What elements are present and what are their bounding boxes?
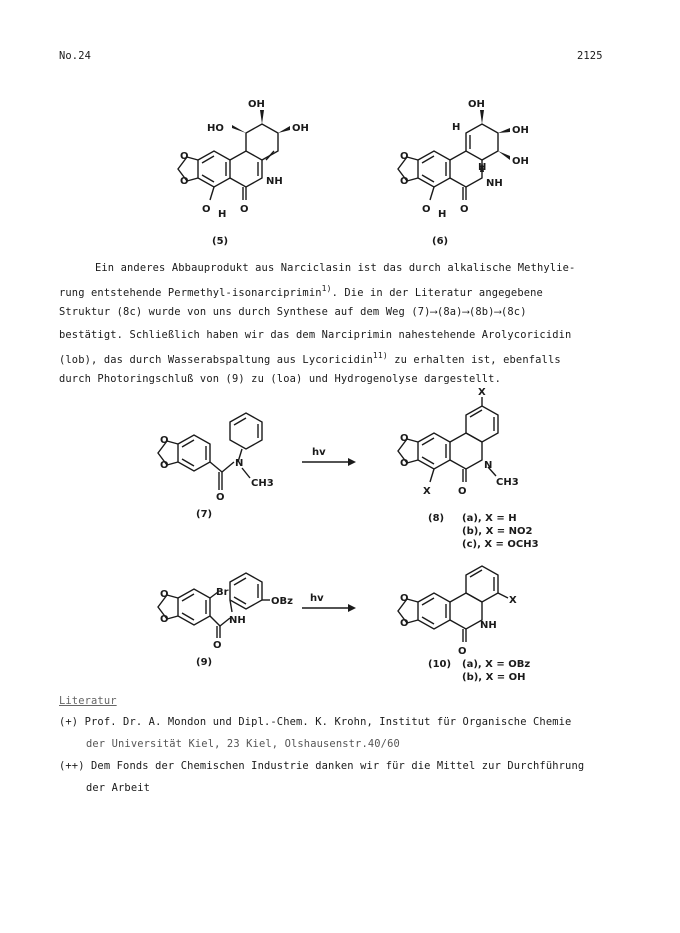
ring-top: [466, 566, 498, 602]
label-n: N: [484, 460, 493, 471]
paragraph-line-3: [59, 306, 527, 318]
compound-label-9: (9): [196, 657, 213, 668]
variant-10b: (b), X = OH: [462, 672, 526, 683]
paragraph-line-1: Ein anderes Abbauprodukt aus Narciclasin ist das durch alkalische Methylie-: [95, 262, 576, 274]
label-oh-right: OH: [512, 125, 529, 136]
structure-9: [130, 568, 300, 688]
ref-8a: (8a): [436, 306, 463, 318]
compound-label-6: (6): [432, 236, 449, 247]
label-o1: O: [160, 589, 169, 600]
label-o1: O: [400, 151, 409, 162]
label-x-low: X: [423, 486, 431, 497]
label-h-mid: H: [478, 162, 487, 173]
label-o1: O: [160, 435, 169, 446]
label-x-top: X: [478, 387, 486, 398]
ref-8b: (8b): [468, 306, 495, 318]
label-o1: O: [400, 433, 409, 444]
label-o1: O: [400, 593, 409, 604]
label-carbonyl-o: O: [458, 646, 467, 657]
label-ch3: CH3: [496, 477, 519, 488]
label-x: X: [509, 595, 517, 606]
footnote-2-line-1: (++) Dem Fonds der Chemischen Industrie danken wir für die Mittel zur Durchführung: [59, 760, 585, 772]
footnote-1-line-1: (+) Prof. Dr. A. Mondon und Dipl.-Chem. K. Krohn, Institut für Organische Chemie: [59, 716, 572, 728]
label-h-bridge: H: [438, 209, 447, 220]
label-phenol-o: O: [202, 204, 211, 215]
reaction-arrow-2: [300, 602, 360, 614]
label-nh: NH: [266, 176, 283, 187]
label-o1: O: [180, 151, 189, 162]
label-o2: O: [400, 176, 409, 187]
label-carbonyl-o: O: [213, 640, 222, 651]
paragraph-line-2: [59, 284, 543, 299]
label-o2: O: [400, 458, 409, 469]
arrow-1: ⟶: [430, 306, 437, 318]
reference-11: 11): [372, 351, 388, 360]
variant-10a: (a), X = OBz: [462, 659, 531, 670]
label-carbonyl-o: O: [460, 204, 469, 215]
literature-heading: Literatur: [59, 695, 117, 707]
label-nh: NH: [480, 620, 497, 631]
hv-label-1: hv: [312, 447, 326, 458]
label-carbonyl-o: O: [216, 492, 225, 503]
paragraph-line-6: durch Photoringschluß von (9) zu (loa) und Hydrogenolyse dargestellt.: [59, 373, 501, 385]
label-o2: O: [180, 176, 189, 187]
paragraph-line-4: bestätigt. Schließlich haben wir das dem Narciprimin nahestehende Arolycoricidin: [59, 329, 572, 341]
footnote-2-line-2: der Arbeit: [86, 782, 151, 794]
compound-label-10: (10): [428, 659, 452, 670]
label-phenol-o: O: [422, 204, 431, 215]
variant-8b: (b), X = NO2: [462, 526, 533, 537]
reaction-arrow-1: [300, 456, 360, 468]
page-number: 2125: [577, 50, 603, 62]
label-nh: NH: [486, 178, 503, 189]
label-ch3: CH3: [251, 478, 274, 489]
hv-label-2: hv: [310, 593, 324, 604]
footnote-1-line-2: der Universität Kiel, 23 Kiel, Olshausenstr.40/60: [86, 738, 400, 750]
label-oh-low: OH: [512, 156, 529, 167]
compound-label-5: (5): [212, 236, 229, 247]
variant-8a: (a), X = H: [462, 513, 517, 524]
label-carbonyl-o: O: [240, 204, 249, 215]
reference-1: 1): [321, 284, 332, 293]
label-carbonyl-o: O: [458, 486, 467, 497]
label-h-left: H: [452, 122, 461, 133]
structure-7: [130, 400, 280, 530]
paragraph-line-2b: . Die in der Literatur angegebene: [331, 287, 543, 299]
label-obz: OBz: [271, 596, 293, 607]
ref-8c: (8c): [501, 306, 527, 318]
label-oh-right: OH: [292, 123, 309, 134]
paragraph-line-5: [59, 351, 561, 366]
label-nh: NH: [229, 615, 246, 626]
label-ho-left: HO: [207, 123, 224, 134]
label-br: Br: [216, 587, 229, 598]
label-oh-top: OH: [468, 99, 485, 110]
paragraph-line-5b: zu erhalten ist, ebenfalls: [387, 354, 561, 366]
compound-label-7: (7): [196, 509, 213, 520]
variant-8c: (c), X = OCH3: [462, 539, 539, 550]
compound-label-8: (8): [428, 513, 445, 524]
arrow-3: ⟶: [494, 306, 501, 318]
label-o2: O: [160, 614, 169, 625]
label-n: N: [235, 458, 244, 469]
structure-6: [370, 92, 570, 247]
journal-issue: No.24: [59, 50, 92, 62]
paragraph-line-3-text: Struktur (8c) wurde von uns durch Synthese auf dem Weg (7): [59, 306, 431, 318]
label-h-bridge: H: [218, 209, 227, 220]
label-oh-top: OH: [248, 99, 265, 110]
structure-5: [150, 92, 350, 247]
arrow-2: ⟶: [462, 306, 469, 318]
label-o2: O: [160, 460, 169, 471]
paragraph-line-2a: rung entstehende Permethyl-isonarciprimin: [59, 287, 322, 299]
ring-top: [466, 406, 498, 442]
label-o2: O: [400, 618, 409, 629]
paragraph-line-5a: (lob), das durch Wasserabspaltung aus Lycoricidin: [59, 354, 373, 366]
